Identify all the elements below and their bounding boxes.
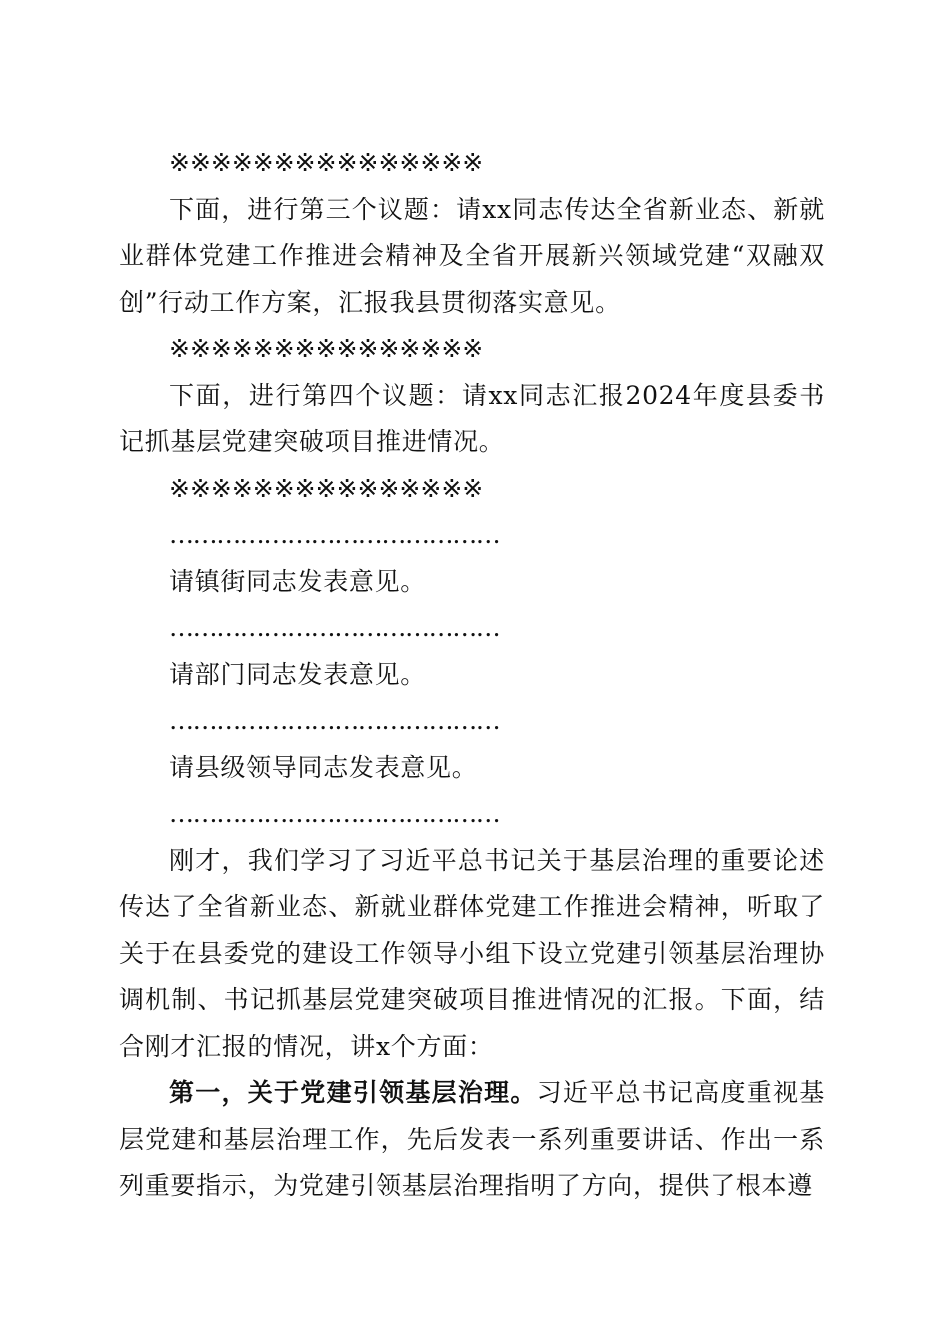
agenda-item-3-paragraph: 下面，进行第三个议题：请xx同志传达全省新业态、新就业群体党建工作推进会精神及全省开展新兴领域党建“双融双创”行动工作方案，汇报我县贯彻落实意见。 (119, 194, 825, 317)
department-comment-paragraph: 请部门同志发表意见。 (169, 659, 427, 689)
separator-line: ※※※※※※※※※※※※※※※ (169, 473, 484, 503)
document-body (119, 140, 825, 1210)
section-one-body: 习近平总书记高度重视基层党建和基层治理工作，先后发表一系列重要讲话、作出一系列重要指示，为党建引领基层治理指明了方向，提供了根本遵 (119, 1078, 825, 1200)
section-one-paragraph (119, 1070, 825, 1210)
county-leader-comment-paragraph: 请县级领导同志发表意见。 (169, 752, 478, 782)
separator-line: ※※※※※※※※※※※※※※※ (169, 148, 484, 177)
agenda-item-4-paragraph: 下面，进行第四个议题：请xx同志汇报2024年度县委书记抓基层党建突破项目推进情况。 (119, 380, 825, 456)
ellipsis-line: …………………………………… (169, 613, 500, 642)
separator-line: ※※※※※※※※※※※※※※※ (169, 334, 484, 363)
town-comment-paragraph: 请镇街同志发表意见。 (169, 566, 427, 596)
ellipsis-line: …………………………………… (169, 799, 500, 828)
section-one-heading: 第一，关于党建引领基层治理。 (169, 1078, 537, 1107)
summary-paragraph: 刚才，我们学习了习近平总书记关于基层治理的重要论述传达了全省新业态、新就业群体党建工作推进会精神，听取了关于在县委党的建设工作领导小组下设立党建引领基层治理协调机制、书记抓基层党建突破项目推进情况的汇报。下面，结合刚才汇报的情况，讲x个方面： (119, 845, 825, 1061)
ellipsis-line: …………………………………… (169, 706, 500, 735)
ellipsis-line: …………………………………… (169, 520, 500, 549)
